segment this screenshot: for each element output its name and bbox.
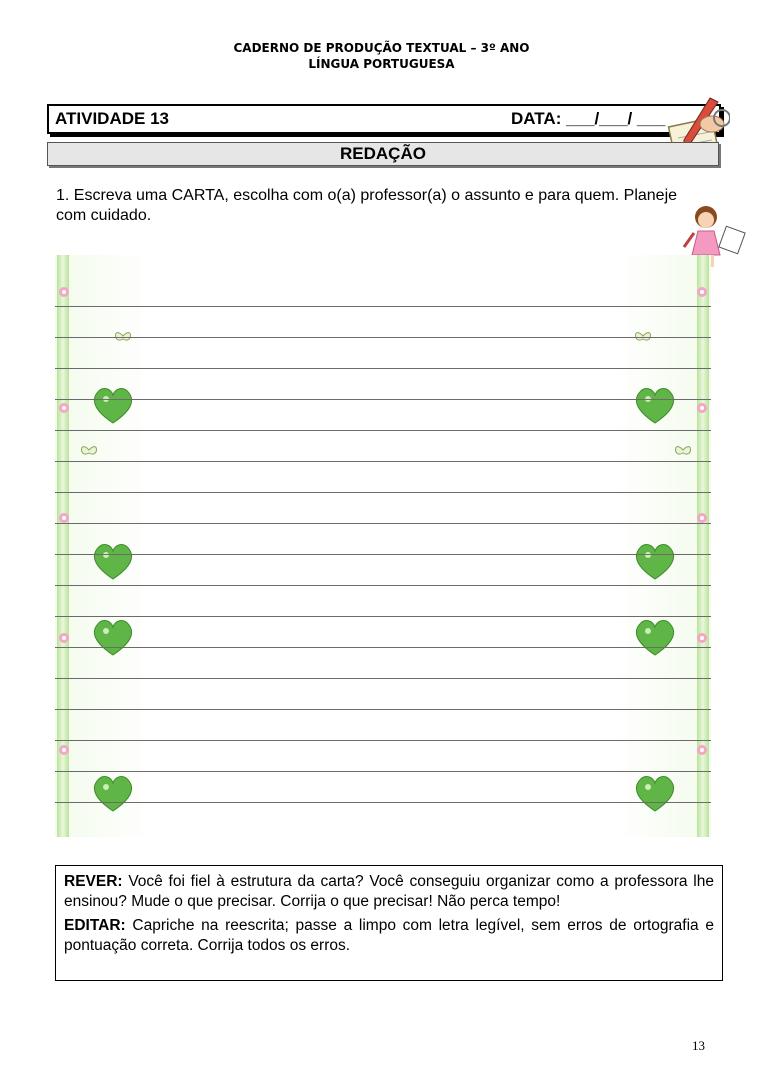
rever-label: REVER:: [64, 873, 123, 890]
writing-line[interactable]: [55, 585, 711, 586]
heart-icon: [91, 541, 135, 581]
page-number: 13: [692, 1038, 705, 1053]
heart-icon: [91, 773, 135, 813]
writing-line[interactable]: [55, 554, 711, 555]
letter-writing-area[interactable]: [55, 255, 711, 837]
writing-line[interactable]: [55, 678, 711, 679]
flower-icon: [57, 285, 71, 299]
flower-icon: [695, 401, 709, 415]
editar-paragraph: [64, 916, 714, 956]
flower-icon: [695, 631, 709, 645]
writing-line[interactable]: [55, 616, 711, 617]
heart-icon: [91, 385, 135, 425]
document-header: [0, 40, 763, 72]
review-box: [55, 865, 723, 981]
writing-line[interactable]: [55, 368, 711, 369]
writing-line[interactable]: [55, 647, 711, 648]
date-field[interactable]: DATA: ___/___/ ___: [511, 109, 666, 128]
activity-box: [47, 104, 721, 134]
writing-line[interactable]: [55, 306, 711, 307]
heart-icon: [633, 617, 677, 657]
heart-icon: [633, 385, 677, 425]
writing-line[interactable]: [55, 740, 711, 741]
header-title: CADERNO DE PRODUÇÃO TEXTUAL – 3º ANO: [233, 41, 530, 55]
instruction-text: 1. Escreva uma CARTA, escolha com o(a) professor(a) o assunto e para quem. Planeje com cuidado.: [56, 187, 678, 224]
editar-text: Capriche na reescrita; passe a limpo com letra legível, sem erros de ortografia e pontuação correta. Corrija todos os erros.: [64, 917, 714, 954]
flower-icon: [695, 743, 709, 757]
writing-line[interactable]: [55, 399, 711, 400]
activity-label: ATIVIDADE 13: [55, 109, 169, 128]
writing-line[interactable]: [55, 430, 711, 431]
writing-line[interactable]: [55, 492, 711, 493]
header-subtitle: LÍNGUA PORTUGUESA: [308, 57, 455, 71]
butterfly-icon: [111, 321, 135, 351]
rever-paragraph: [64, 872, 714, 912]
writing-line[interactable]: [55, 802, 711, 803]
writing-line[interactable]: [55, 709, 711, 710]
section-title: REDAÇÃO: [47, 142, 719, 166]
heart-icon: [633, 773, 677, 813]
writing-line[interactable]: [55, 771, 711, 772]
writing-line[interactable]: [55, 523, 711, 524]
writing-line[interactable]: [55, 461, 711, 462]
heart-icon: [633, 541, 677, 581]
butterfly-icon: [631, 321, 655, 351]
flower-icon: [57, 743, 71, 757]
flower-icon: [57, 631, 71, 645]
rever-text: Você foi fiel à estrutura da carta? Você conseguiu organizar como a professora lhe ensinou? Mude o que precisar. Corrija o que precisar! Não perca tempo!: [64, 873, 714, 910]
flower-icon: [695, 285, 709, 299]
heart-icon: [91, 617, 135, 657]
flower-icon: [57, 401, 71, 415]
editar-label: EDITAR:: [64, 917, 126, 934]
writing-line[interactable]: [55, 337, 711, 338]
